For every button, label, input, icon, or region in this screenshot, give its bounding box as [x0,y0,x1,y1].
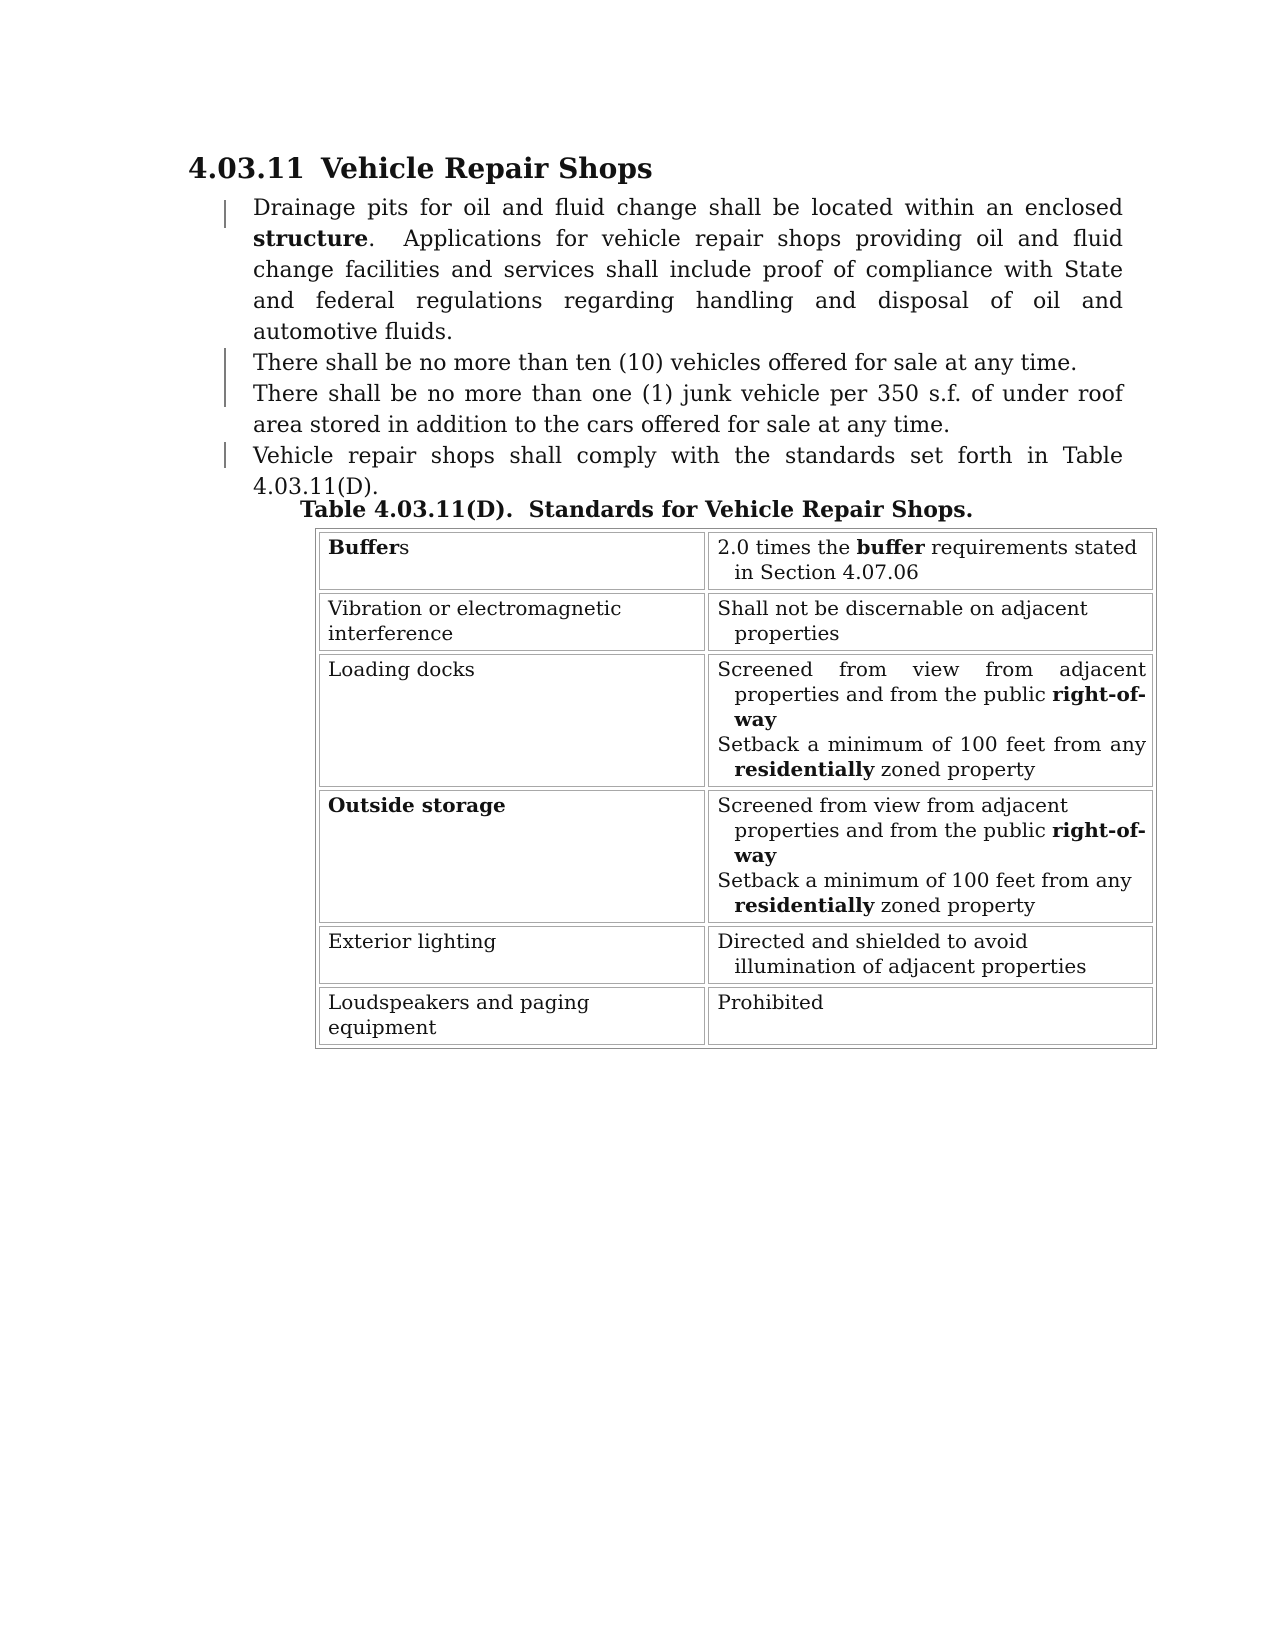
table-caption: Table 4.03.11(D). Standards for Vehicle Repair Shops. [300,497,974,523]
table-row-outside-storage [319,790,1153,923]
cell-paragraph: Screened from view from adjacent properties and from the public right-of-way [717,657,1146,731]
cell-paragraph: Setback a minimum of 100 feet from any residentially zoned property [717,868,1132,917]
row-value-loudspeakers [708,987,1153,1045]
row-label-buffers: Buffers [319,532,705,590]
row-label-outside-storage: Outside storage [319,790,705,923]
paragraph-junk-vehicle: There shall be no more than one (1) junk vehicle per 350 s.f. of under roof area stored in addition to the cars offered for sale at any time. [253,382,1123,438]
section-number: 4.03.11 [188,152,305,185]
table-row-vibration [319,593,1153,651]
row-label-vibration: Vibration or electromagnetic interference [319,593,705,651]
row-label-loudspeakers: Loudspeakers and paging equipment [319,987,705,1045]
standards-table [315,528,1157,1049]
cell-paragraph: Shall not be discernable on adjacent properties [717,596,1088,645]
cell-paragraph: Prohibited [717,990,824,1014]
row-label-loading-docks: Loading docks [319,654,705,787]
paragraph-drainage-pits: Drainage pits for oil and fluid change shall be located within an enclosed structure. Applications for vehicle repair shops providing oil and fluid change facilities and services shall include proof of compliance with State and federal regulations regarding handling and disposal of oil and automotive fluids. [253,196,1123,345]
row-value-loading-docks [708,654,1153,787]
table-row-buffers [319,532,1153,590]
change-bar [224,348,226,407]
row-value-buffers [708,532,1153,590]
cell-paragraph: Screened from view from adjacent properties and from the public right-of-way [717,793,1146,867]
paragraph-vehicles-for-sale: There shall be no more than ten (10) vehicles offered for sale at any time. [253,351,1078,376]
cell-paragraph: 2.0 times the buffer requirements stated in Section 4.07.06 [717,535,1138,584]
cell-paragraph: Directed and shielded to avoid illumination of adjacent properties [717,929,1087,978]
table-row-loudspeakers [319,987,1153,1045]
section-title: Vehicle Repair Shops [320,152,653,185]
row-value-vibration [708,593,1153,651]
row-label-exterior-lighting: Exterior lighting [319,926,705,984]
change-bar [224,442,226,468]
table-row-exterior-lighting [319,926,1153,984]
cell-paragraph: Setback a minimum of 100 feet from any residentially zoned property [717,732,1146,781]
row-value-exterior-lighting [708,926,1153,984]
change-bar [224,200,226,228]
paragraph-standards-reference: Vehicle repair shops shall comply with the standards set forth in Table 4.03.11(D). [253,444,1123,500]
body-text [253,193,1123,503]
section-heading [188,152,653,185]
table-row-loading-docks [319,654,1153,787]
row-value-outside-storage [708,790,1153,923]
